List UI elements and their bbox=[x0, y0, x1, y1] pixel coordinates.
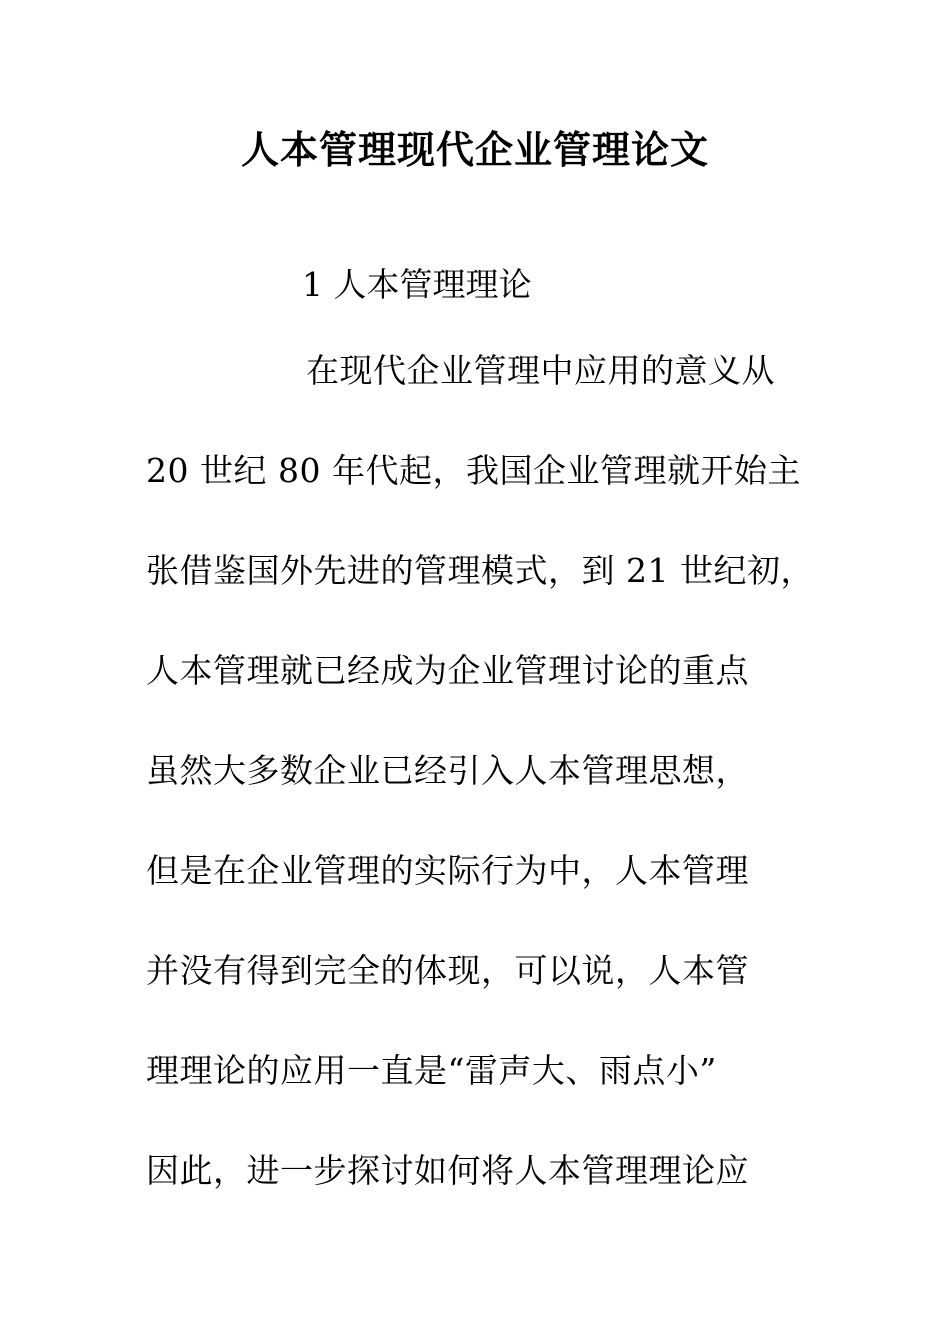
body-line: 但是在企业管理的实际行为中，人本管理 bbox=[146, 851, 749, 890]
section-heading: 1 人本管理理论 bbox=[302, 265, 532, 304]
body-line: 并没有得到完全的体现，可以说，人本管 bbox=[146, 951, 749, 990]
body-line: 虽然大多数企业已经引入人本管理思想， bbox=[146, 751, 749, 790]
body-line: 在现代企业管理中应用的意义从 bbox=[306, 351, 775, 390]
document-title: 人本管理现代企业管理论文 bbox=[240, 128, 709, 172]
body-line: 20 世纪 80 年代起，我国企业管理就开始主 bbox=[146, 451, 801, 490]
body-line: 人本管理就已经成为企业管理讨论的重点 bbox=[146, 651, 749, 690]
body-line: 张借鉴国外先进的管理模式，到 21 世纪初， bbox=[146, 551, 814, 590]
body-line: 理理论的应用一直是“雷声大、雨点小” bbox=[146, 1051, 717, 1090]
body-line: 因此，进一步探讨如何将人本管理理论应 bbox=[146, 1151, 749, 1190]
